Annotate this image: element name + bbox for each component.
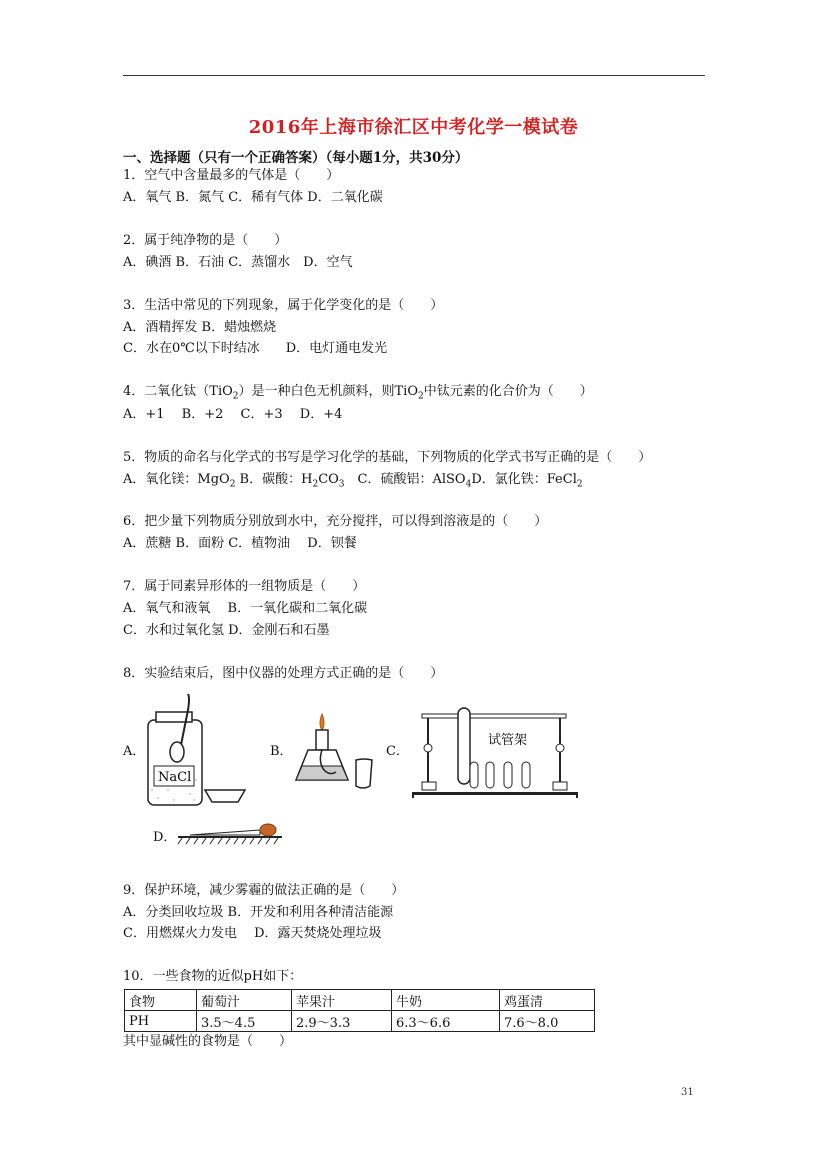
table-row <box>125 990 595 1011</box>
table-cell: 食物 <box>125 990 197 1011</box>
q4-stem-part: 4．二氧化钛（TiO <box>123 384 233 399</box>
q1-options: A．氧气 B．氮气 C．稀有气体 D．二氧化碳 <box>123 190 383 205</box>
header-rule <box>123 75 705 76</box>
q3-options-2: C．水在0℃以下时结冰 D．电灯通电发光 <box>123 341 388 356</box>
rack-label: 试管架 <box>488 733 528 748</box>
q8-label-c: C． <box>386 744 409 759</box>
q4-subscript: 2 <box>232 391 239 402</box>
table-row <box>125 1011 595 1032</box>
q5-option-d: D．氯化铁：FeCl <box>471 472 577 487</box>
test-tube-rack-figure <box>408 704 580 798</box>
q2-options: A．碘酒 B．石油 C．蒸馏水 D．空气 <box>123 255 353 270</box>
table-cell: 牛奶 <box>392 990 500 1011</box>
q5-option-b: B．碳酸：H <box>235 472 313 487</box>
q10-tail: 其中显碱性的食物是（ ） <box>123 1034 293 1049</box>
q5-subscript: 2 <box>576 479 583 490</box>
dropper-figure <box>176 820 286 846</box>
alcohol-lamp-figure <box>290 706 390 796</box>
q9-stem: 9．保护环境，减少雾霾的做法正确的是（ ） <box>123 883 405 898</box>
q8-label-a: A． <box>123 744 146 759</box>
q4-stem-part: ）是一种白色无机颜料，则TiO <box>238 384 418 399</box>
table-cell: PH <box>125 1011 197 1032</box>
table-cell: 7.6～8.0 <box>500 1011 595 1032</box>
q10-stem: 10．一些食物的近似pH如下： <box>123 969 303 984</box>
q8-label-b: B． <box>270 744 293 759</box>
q1-stem: 1．空气中含量最多的气体是（ ） <box>123 168 340 183</box>
q9-options-1: A．分类回收垃圾 B．开发和利用各种清洁能源 <box>123 905 394 920</box>
q5-options <box>123 472 583 493</box>
q2-stem: 2．属于纯净物的是（ ） <box>123 233 288 248</box>
q5-stem: 5．物质的命名与化学式的书写是学习化学的基础，下列物质的化学式书写正确的是（ ） <box>123 450 652 465</box>
table-cell: 鸡蛋清 <box>500 990 595 1011</box>
q4-stem-part: 中钛元素的化合价为（ ） <box>423 384 593 399</box>
q6-stem: 6．把少量下列物质分别放到水中，充分搅拌，可以得到溶液是的（ ） <box>123 514 548 529</box>
table-cell: 葡萄汁 <box>197 990 292 1011</box>
reagent-bottle-figure <box>140 690 258 808</box>
q3-stem: 3．生活中常见的下列现象，属于化学变化的是（ ） <box>123 298 444 313</box>
exam-title: 2016年上海市徐汇区中考化学一模试卷 <box>248 117 579 138</box>
q9-options-2: C．用燃煤火力发电 D．露天焚烧处理垃圾 <box>123 926 382 941</box>
q5-subscript: 3 <box>338 479 345 490</box>
q7-stem: 7．属于同素异形体的一组物质是（ ） <box>123 579 366 594</box>
q8-stem: 8．实验结束后，图中仪器的处理方式正确的是（ ） <box>123 666 444 681</box>
q5-subscript: 2 <box>312 479 319 490</box>
q4-options: A．+1 B．+2 C．+3 D．+4 <box>123 407 343 422</box>
q5-subscript: 4 <box>465 479 472 490</box>
q5-option-b2: CO <box>318 472 339 487</box>
q3-options-1: A．酒精挥发 B．蜡烛燃烧 <box>123 320 277 335</box>
ph-table <box>124 989 595 1032</box>
q4-stem <box>123 384 593 405</box>
table-cell: 3.5～4.5 <box>197 1011 292 1032</box>
page-number: 31 <box>681 1087 694 1098</box>
section-heading: 一、选择题（只有一个正确答案）（每小题1分，共30分） <box>123 150 469 166</box>
q4-subscript: 2 <box>418 391 424 402</box>
q5-option-a: A．氧化镁：MgO <box>123 472 230 487</box>
nacl-label: NaCl <box>158 770 192 785</box>
q6-options: A．蔗糖 B．面粉 C．植物油 D．钡餐 <box>123 536 357 551</box>
q5-subscript: 2 <box>229 479 236 490</box>
table-cell: 2.9～3.3 <box>292 1011 392 1032</box>
q7-options-1: A．氧气和液氧 B．一氧化碳和二氧化碳 <box>123 601 368 616</box>
table-cell: 苹果汁 <box>292 990 392 1011</box>
q7-options-2: C．水和过氧化氢 D．金刚石和石墨 <box>123 623 330 638</box>
table-cell: 6.3～6.6 <box>392 1011 500 1032</box>
q5-option-c: C．硫酸铝：AlSO <box>344 472 466 487</box>
q8-label-d: D． <box>153 830 177 845</box>
